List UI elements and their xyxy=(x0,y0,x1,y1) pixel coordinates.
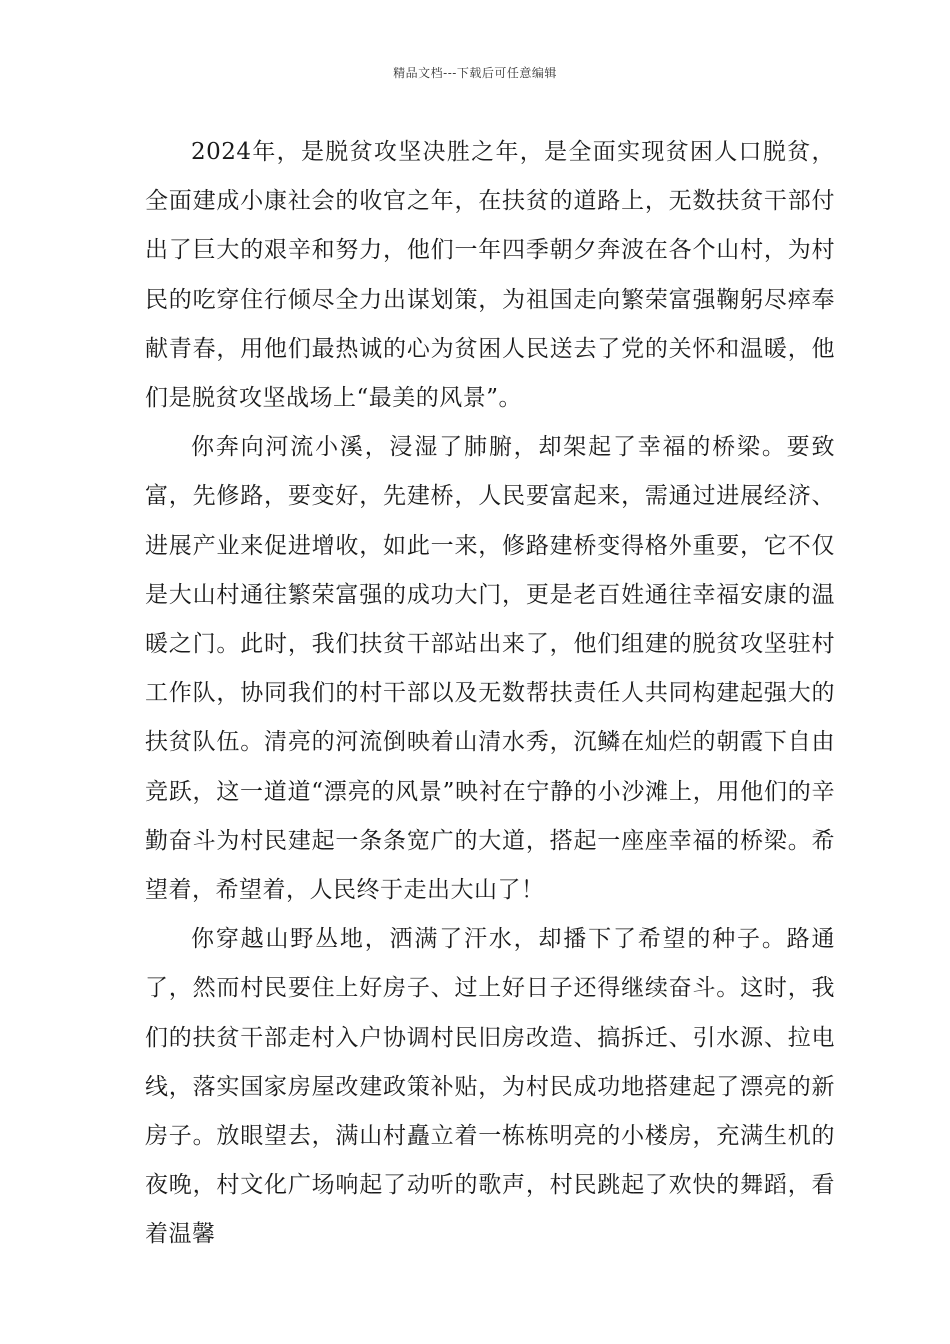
paragraph-3: 你穿越山野丛地，洒满了汗水，却播下了希望的种子。路通了，然而村民要住上好房子、过上好日子还得继续奋斗。这时，我们的扶贫干部走村入户协调村民旧房改造、搞拆迁、引水源、拉电线，落实国家房屋改建政策补贴，为村民成功地搭建起了漂亮的新房子。放眼望去，满山村矗立着一栋栋明亮的小楼房，充满生机的夜晚，村文化广场响起了动听的歌声，村民跳起了欢快的舞蹈，看着温馨 xyxy=(145,926,835,1248)
document-body xyxy=(145,128,835,1260)
paragraph-2: 你奔向河流小溪，浸湿了肺腑，却架起了幸福的桥梁。要致富，先修路，要变好，先建桥，人民要富起来，需通过进展经济、进展产业来促进增收，如此一来，修路建桥变得格外重要，它不仅是大山村通往繁荣富强的成功大门，更是老百姓通往幸福安康的温暖之门。此时，我们扶贫干部站出来了，他们组建的脱贫攻坚驻村工作队，协同我们的村干部以及无数帮扶责任人共同构建起强大的扶贫队伍。清亮的河流倒映着山清水秀，沉鳞在灿烂的朝霞下自由竞跃，这一道道“漂亮的风景”映衬在宁静的小沙滩上，用他们的辛勤奋斗为村民建起一条条宽广的大道，搭起一座座幸福的桥梁。希望着，希望着，人民终于走出大山了！ xyxy=(145,434,835,904)
page-header: 精品文档---下载后可任意编辑 xyxy=(393,66,557,80)
paragraph-1: 2024年，是脱贫攻坚决胜之年，是全面实现贫困人口脱贫，全面建成小康社会的收官之年，在扶贫的道路上，无数扶贫干部付出了巨大的艰辛和努力，他们一年四季朝夕奔波在各个山村，为村民的吃穿住行倾尽全力出谋划策，为祖国走向繁荣富强鞠躬尽瘁奉献青春，用他们最热诚的心为贫困人民送去了党的关怀和温暖，他们是脱贫攻坚战场上“最美的风景”。 xyxy=(145,139,835,412)
